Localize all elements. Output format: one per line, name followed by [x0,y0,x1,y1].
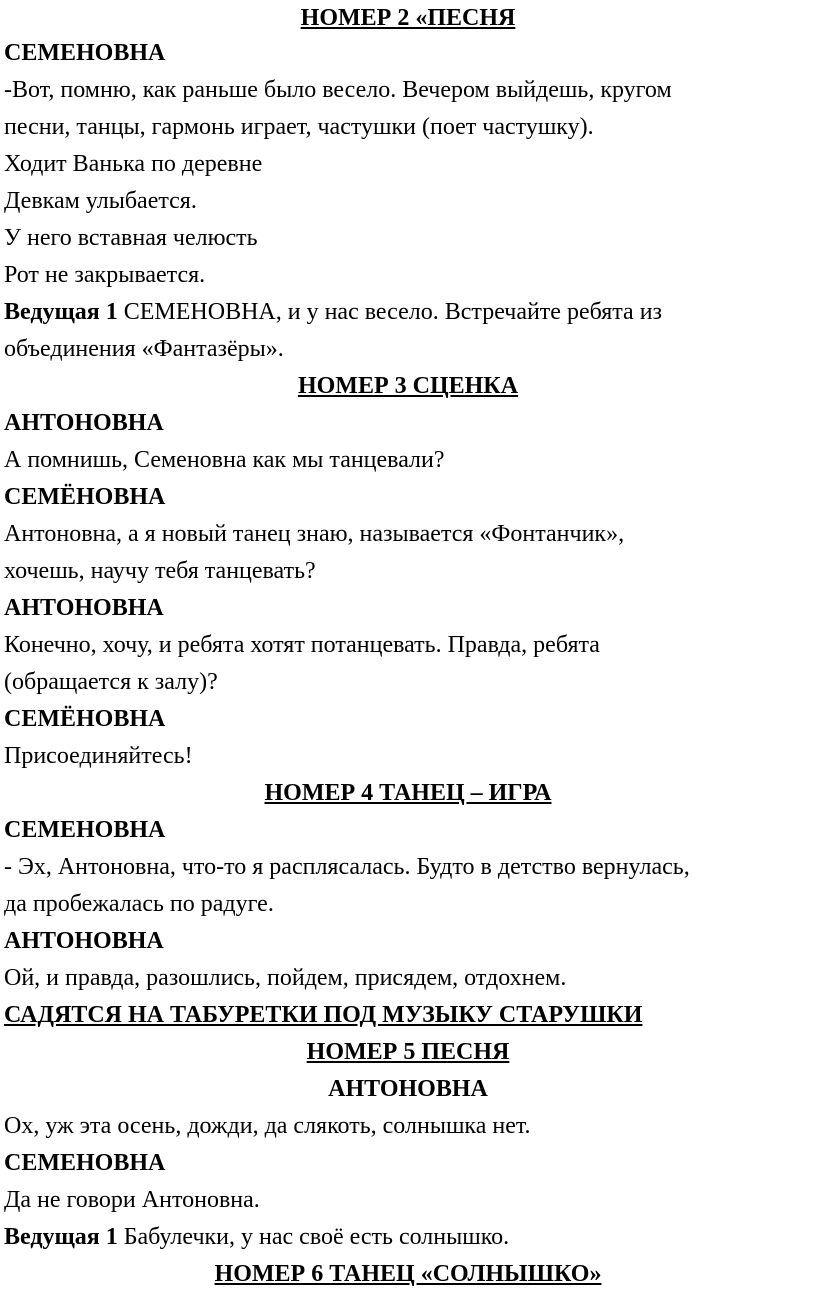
verse-line: У него вставная челюсть [4,225,258,251]
section-heading-number-5: НОМЕР 5 ПЕСНЯ [306,1039,510,1065]
speaker-semenovna: СЕМЕНОВНА [4,40,166,66]
paragraph-line: да пробежалась по радуге. [4,891,274,917]
speaker-antonovna: АНТОНОВНА [4,928,164,954]
speaker-semyonovna: СЕМЁНОВНА [4,484,166,510]
speaker-host-1: Ведущая 1 [4,1224,118,1250]
host-line [4,298,662,326]
verse-line: Девкам улыбается. [4,188,197,214]
speaker-antonovna: АНТОНОВНА [4,410,164,436]
host-line-text: СЕМЕНОВНА, и у нас весело. Встречайте ребята из [117,299,663,325]
section-heading-number-2: НОМЕР 2 «ПЕСНЯ [300,5,516,31]
paragraph-line: (обращается к залу)? [4,669,218,695]
paragraph-line: -Вот, помню, как раньше было весело. Вечером выйдешь, кругом [4,77,672,103]
speaker-antonovna: АНТОНОВНА [4,595,164,621]
verse-line: Рот не закрывается. [4,262,206,288]
section-heading-number-4: НОМЕР 4 ТАНЕЦ – ИГРА [264,780,552,806]
paragraph-line: хочешь, научу тебя танцевать? [4,558,316,584]
paragraph-line: Да не говори Антоновна. [4,1187,260,1213]
paragraph-line: Ох, уж эта осень, дожди, да слякоть, солнышка нет. [4,1113,531,1139]
speaker-semenovna: СЕМЕНОВНА [4,817,166,843]
stage-direction: САДЯТСЯ НА ТАБУРЕТКИ ПОД МУЗЫКУ СТАРУШКИ [4,1002,643,1028]
speaker-antonovna-centered: АНТОНОВНА [328,1076,488,1102]
paragraph-line: Конечно, хочу, и ребята хотят потанцевать. Правда, ребята [4,632,600,658]
speaker-semyonovna: СЕМЁНОВНА [4,706,166,732]
paragraph-line: - Эх, Антоновна, что-то я расплясалась. Будто в детство вернулась, [4,854,690,880]
speaker-semenovna: СЕМЕНОВНА [4,1150,166,1176]
paragraph-line: Антоновна, а я новый танец знаю, называется «Фонтанчик», [4,521,625,547]
section-heading-number-3: НОМЕР 3 СЦЕНКА [297,373,519,399]
verse-line: Ходит Ванька по деревне [4,151,263,177]
paragraph-line: Присоединяйтесь! [4,743,193,769]
host-line-text: Бабулечки, у нас своё есть солнышко. [117,1224,510,1250]
paragraph-line: песни, танцы, гармонь играет, частушки (поет частушку). [4,114,594,140]
section-heading-number-6: НОМЕР 6 ТАНЕЦ «СОЛНЫШКО» [214,1261,602,1287]
paragraph-line: А помнишь, Семеновна как мы танцевали? [4,447,445,473]
speaker-host-1: Ведущая 1 [4,299,118,325]
host-line [4,1223,509,1251]
paragraph-line: Ой, и правда, разошлись, пойдем, присядем, отдохнем. [4,965,567,991]
paragraph-line: объединения «Фантазёры». [4,336,284,362]
